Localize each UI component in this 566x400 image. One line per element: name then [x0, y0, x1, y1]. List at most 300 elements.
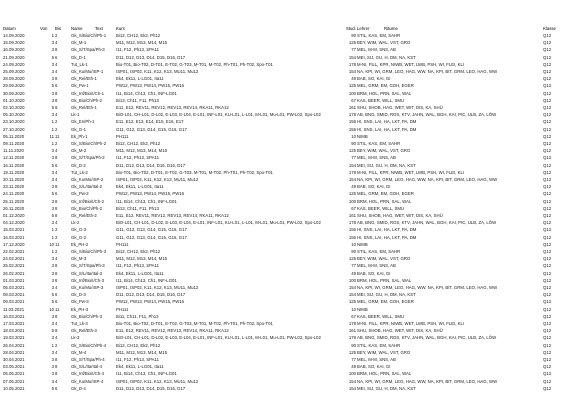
table-row — [0, 177, 566, 183]
header-raeume: Räume — [384, 26, 398, 31]
cell-bis: 11 — [55, 133, 60, 139]
cell-bis: 2 — [55, 249, 58, 254]
cell-klasse: Q12 — [543, 328, 552, 334]
cell-datum: 11.03.2021 — [3, 306, 25, 312]
cell-kurs: BiO-L01, CH-L01, D-L02, E-L03, E-L04, E-L01, INF-L01, KU-L01, L-L01, M-L01, Mu-L01, PW-L02, Spo-L02 — [116, 335, 321, 341]
cell-von: 5 — [51, 105, 54, 110]
cell-klasse: Q12 — [543, 54, 552, 60]
cell-kurs: PH111 — [116, 241, 129, 247]
cell-klasse: Q12 — [543, 234, 552, 240]
table-row — [0, 278, 566, 284]
cell-bis: 8 — [55, 198, 58, 204]
cell-von: 3 — [51, 97, 54, 103]
cell-name: Tut_Lk-2 — [71, 169, 88, 175]
cell-datum: 24.02.2021 — [3, 256, 25, 262]
cell-bis: 4 — [55, 169, 58, 175]
table-row — [0, 127, 566, 133]
cell-klasse: Q12 — [543, 97, 552, 103]
cell-kurs: D11, D12, D13, D14, D15, D16, D17 — [116, 54, 186, 60]
cell-stud: 178 — [348, 335, 356, 341]
cell-kurs: PW12, PW13, PW14, PW15, PW16 — [116, 191, 185, 197]
cell-lehrer: M-NI, FILL, KPR, NIWB, WET, LWB, PSH, WI, FLEI, KLI — [357, 321, 465, 326]
table-row — [0, 235, 566, 241]
table-row — [0, 148, 566, 154]
cell-bis: 8 — [55, 313, 58, 319]
cell-kurs: Bio-T01, Bio-T02, D-T01, E-T02, G-T03, M-T01, M-T02, Ph-T01, Ph-T02, Spo-T01 — [116, 61, 273, 67]
cell-lehrer: SHU, SHOB, HAG, WET, WIT, DIS, KA, SHÜ — [357, 328, 443, 334]
cell-bis: 8 — [55, 364, 58, 370]
cell-name: Gk_G-3 — [71, 227, 87, 233]
table-row — [0, 69, 566, 75]
header-text: Text — [95, 26, 103, 31]
cell-lehrer: HI, SNS, LAI, HA, LKT, PA, DM — [357, 119, 417, 125]
cell-kurs: I11, F12, Ph13, SPA11 — [116, 263, 159, 269]
cell-von: 1 — [51, 227, 54, 233]
cell-name: Gk_S/T/Spa/Ph-4 — [71, 357, 105, 362]
cell-name: Gk_S/L/Ita/Ital-3 — [71, 270, 103, 276]
cell-name: Gk_Bio/Ch/Ph-2 — [71, 205, 103, 211]
cell-datum: 22.02.2021 — [3, 249, 25, 254]
cell-von: 3 — [51, 220, 54, 226]
cell-stud: 77 — [351, 263, 356, 269]
cell-bis: 8 — [55, 371, 58, 377]
cell-datum: 20.11.2020 — [3, 177, 25, 182]
cell-klasse: Q12 — [543, 299, 552, 305]
cell-klasse: Q12 — [543, 213, 552, 218]
cell-lehrer: NIMB — [357, 306, 368, 312]
cell-lehrer: AB, BNG, SMID, ROS, KTV, JAHN, WAL, BGH, KAI, PIC, ULB, ZA, LÖW — [357, 112, 497, 118]
cell-stud: 49 — [351, 184, 356, 190]
cell-von: 10 — [49, 306, 54, 312]
table-row — [0, 343, 566, 349]
cell-klasse: Q12 — [543, 335, 552, 341]
cell-klasse: Q12 — [543, 292, 552, 298]
cell-stud: 178 — [348, 220, 356, 226]
cell-lehrer: HI, SNS, LAI, HA, LKT, PA, DM — [357, 126, 417, 132]
cell-lehrer: STIL, KAS, EM, SAHR — [357, 33, 401, 38]
table-row — [0, 292, 566, 298]
cell-klasse: Q12 — [543, 184, 552, 190]
table-row — [0, 263, 566, 269]
cell-stud: 77 — [351, 47, 356, 53]
cell-von: 5 — [51, 328, 54, 334]
cell-klasse: Q12 — [543, 90, 552, 96]
cell-klasse: Q12 — [543, 249, 552, 254]
cell-datum: 05.05.2021 — [3, 371, 25, 377]
header-lehrer: Lehrer — [357, 26, 370, 31]
cell-name: Gk_En/Ph-1 — [71, 119, 95, 125]
cell-lehrer: MEI, SIJ, GU, H, DM, NA, KST — [357, 162, 416, 168]
cell-stud: 178 — [348, 112, 356, 118]
cell-bis: 2 — [55, 33, 58, 38]
cell-von: 5 — [51, 162, 54, 168]
cell-bis: 6 — [55, 162, 58, 168]
cell-datum: 16.11.2020 — [3, 162, 25, 168]
cell-name: Gk_S/L/Ita/Ital-4 — [71, 364, 103, 370]
cell-bis: 6 — [55, 191, 58, 197]
table-row — [0, 386, 566, 392]
cell-bis: 8 — [55, 105, 58, 110]
table-row — [0, 206, 566, 212]
header-von: Von — [40, 26, 48, 31]
cell-name: Gk_S/T/Spa/Ph-2 — [71, 155, 105, 161]
cell-datum: 19.03.2021 — [3, 335, 25, 341]
cell-stud: 154 — [348, 162, 356, 168]
cell-datum: 24.09.2020 — [3, 61, 25, 67]
cell-name: Lk-2 — [71, 220, 80, 226]
cell-name: Gk_Ku/Mu/ISP-2 — [71, 177, 104, 182]
cell-von: 3 — [51, 285, 54, 290]
cell-von: 3 — [51, 69, 54, 74]
cell-kurs: D11, D12, D13, D14, D15, D16, D17 — [116, 292, 186, 298]
cell-lehrer: MEL, M-M, SNS, AB — [357, 357, 396, 362]
cell-kurs: BiO-L01, CH-L01, D-L02, E-L03, E-L04, E-L01, INF-L01, KU-L01, L-L01, M-L01, Mu-L01, PW-L02, Spo-L02 — [116, 220, 321, 226]
cell-lehrer: MEL, M-M, SNS, AB — [357, 155, 396, 161]
cell-kurs: ISP01, ISP02, K11, K12, K13, MU11, Mu12 — [116, 69, 199, 74]
table-row — [0, 98, 566, 104]
header-stud: Stud. — [345, 26, 356, 31]
cell-bis: 2 — [55, 342, 58, 348]
cell-name: Gk_Rel/Eth-3 — [71, 328, 97, 334]
cell-bis: 2 — [55, 234, 58, 240]
cell-datum: 25.02.2021 — [3, 263, 25, 269]
cell-datum: 15.09.2020 — [3, 40, 25, 46]
header-bis: Bis — [55, 26, 61, 31]
cell-stud: 100 — [348, 198, 356, 204]
cell-bis: 8 — [55, 184, 58, 190]
cell-stud: 125 — [348, 299, 356, 305]
cell-stud: 161 — [348, 328, 356, 334]
cell-kurs: I11, Bi14, Ch13, Ch1, INF-LG01 — [116, 90, 177, 96]
cell-bis: 8 — [55, 270, 58, 276]
cell-datum: 28.04.2021 — [3, 349, 25, 355]
cell-kurs: Bi13, Ch11, F11, Ph13 — [116, 97, 159, 103]
cell-datum: 21.09.2020 — [3, 54, 25, 60]
cell-datum: 09.11.2020 — [3, 141, 25, 146]
cell-von: 5 — [51, 385, 54, 391]
cell-lehrer: M-NI, FILL, KPR, NIWB, WET, LWB, PSH, WI, FLEI, KLI — [357, 61, 465, 67]
table-row — [0, 83, 566, 89]
cell-klasse: Q12 — [543, 61, 552, 67]
cell-bis: 4 — [55, 220, 58, 226]
cell-kurs: D11, D12, D13, D14, D15, D16, D17 — [116, 385, 186, 391]
table-row — [0, 155, 566, 161]
cell-von: 3 — [51, 205, 54, 211]
cell-lehrer: MEL, GRM, EM, GOH, EGER — [357, 299, 414, 305]
cell-klasse: Q12 — [543, 33, 552, 38]
cell-name: Gk_Inf/Bio/I/Ch-3 — [71, 277, 104, 283]
cell-lehrer: SHU, SHOB, HAG, WET, WIT, DIS, KA, SHÜ — [357, 213, 443, 218]
cell-kurs: I11, Bi14, Ch13, Ch1, INF-LG01 — [116, 198, 177, 204]
cell-lehrer: KAS, BEER, WILL, SMU — [357, 313, 405, 319]
cell-bis: 4 — [55, 378, 58, 384]
cell-stud: 154 — [348, 54, 356, 60]
cell-von: 3 — [51, 349, 54, 355]
cell-stud: 154 — [348, 385, 356, 391]
cell-stud: 156 — [348, 227, 356, 233]
cell-stud: 161 — [348, 105, 356, 110]
cell-kurs: Bi12, CH12, Ek2, Ph12 — [116, 141, 161, 146]
cell-kurs: G11, G12, G13, G14, G15, G16, G17 — [116, 234, 187, 240]
cell-stud: 67 — [351, 97, 356, 103]
cell-klasse: Q12 — [543, 205, 552, 211]
cell-name: Ek_PH-3 — [71, 306, 89, 312]
cell-bis: 8 — [55, 277, 58, 283]
cell-datum: 15.03.2021 — [3, 227, 25, 233]
header-klasse: Klasse — [543, 26, 556, 31]
cell-lehrer: MEI, SIJ, GU, H, DM, NA, KST — [357, 292, 416, 298]
cell-datum: 14.09.2020 — [3, 33, 25, 38]
cell-bis: 4 — [55, 321, 58, 326]
cell-datum: 12.11.2020 — [3, 155, 25, 161]
cell-kurs: G11, G12, G13, G14, G15, G16, G17 — [116, 126, 187, 132]
cell-datum: 26.04.2021 — [3, 342, 25, 348]
cell-klasse: Q12 — [543, 342, 552, 348]
cell-bis: 4 — [55, 335, 58, 341]
cell-stud: 125 — [348, 40, 356, 46]
cell-name: Gk_G-1 — [71, 126, 87, 132]
table-header-row — [0, 26, 566, 32]
cell-kurs: Bio-T01, Bio-T02, D-T01, E-T02, G-T03, M-T01, M-T02, Ph-T01, Ph-T02, Spo-T01 — [116, 321, 273, 326]
cell-datum: 25.09.2020 — [3, 69, 25, 74]
cell-bis: 4 — [55, 61, 58, 67]
cell-kurs: G11, G12, G13, G14, G15, G16, G17 — [116, 227, 187, 233]
cell-kurs: I11, Bi14, Ch13, Ch1, INF-LG01 — [116, 277, 177, 283]
table-row — [0, 220, 566, 226]
cell-kurs: Ek4, Ek11, L-LG01, Ita11 — [116, 270, 164, 276]
cell-name: Gk_Pw-1 — [71, 83, 89, 89]
cell-klasse: Q12 — [543, 277, 552, 283]
cell-von: 1 — [51, 249, 54, 254]
cell-bis: 11 — [55, 306, 60, 312]
table-row — [0, 364, 566, 370]
cell-bis: 4 — [55, 40, 58, 46]
cell-klasse: Q12 — [543, 105, 552, 110]
cell-stud: 178 — [348, 61, 356, 67]
cell-bis: 2 — [55, 141, 58, 146]
cell-bis: 6 — [55, 299, 58, 305]
cell-bis: 8 — [55, 357, 58, 362]
cell-datum: 05.03.2021 — [3, 285, 25, 290]
cell-datum: 25.11.2020 — [3, 198, 25, 204]
cell-von: 5 — [51, 83, 54, 89]
header-kurs: Kurs — [116, 26, 125, 31]
cell-datum: 27.10.2020 — [3, 126, 25, 132]
cell-von: 3 — [51, 47, 54, 53]
cell-stud: 156 — [348, 119, 356, 125]
cell-lehrer: BEY, WIM, WAL, VST, GRO — [357, 148, 411, 154]
cell-name: Gk_D-4 — [71, 385, 86, 391]
cell-datum: 24.11.2020 — [3, 191, 25, 197]
cell-klasse: Q12 — [543, 378, 552, 384]
cell-kurs: M11, M12, M13, M14, M15 — [116, 256, 168, 262]
cell-name: Gk_Rel/Eth-2 — [71, 213, 97, 218]
cell-datum: 17.12.2020 — [3, 241, 25, 247]
table-row — [0, 55, 566, 61]
cell-von: 3 — [51, 335, 54, 341]
cell-klasse: Q12 — [543, 270, 552, 276]
cell-bis: 2 — [55, 227, 58, 233]
cell-klasse: Q12 — [543, 119, 552, 125]
cell-von: 3 — [51, 169, 54, 175]
cell-von: 5 — [51, 54, 54, 60]
cell-lehrer: SHU, SHOB, HAG, WET, WIT, DIS, KA, SHÜ — [357, 105, 443, 110]
table-row — [0, 249, 566, 255]
cell-datum: 01.12.2020 — [3, 213, 25, 218]
cell-von: 3 — [51, 256, 54, 262]
cell-klasse: Q12 — [543, 133, 552, 139]
cell-datum: 30.04.2021 — [3, 357, 25, 362]
cell-name: Gk_Inf/Bio/I/Ch-1 — [71, 90, 104, 96]
table-row — [0, 40, 566, 46]
cell-stud: 178 — [348, 169, 356, 175]
cell-stud: 49 — [351, 270, 356, 276]
cell-klasse: Q12 — [543, 141, 552, 146]
table-row — [0, 62, 566, 68]
cell-lehrer: MEL, GRM, EM, GOH, EGER — [357, 83, 414, 89]
table-row — [0, 379, 566, 385]
cell-stud: 10 — [351, 306, 356, 312]
cell-name: Gk_S/L/Ita/Ital-2 — [71, 184, 103, 190]
cell-von: 3 — [51, 198, 54, 204]
cell-stud: 90 — [351, 33, 356, 38]
cell-lehrer: NA, KPI, WI, GRM, LEO, HAG, WW, NA, KPI, BIT, GRM, LEO, HAG, WW — [357, 177, 498, 182]
cell-name: Gk_Ku/Mu/ISP-3 — [71, 285, 104, 290]
cell-von: 1 — [51, 119, 54, 125]
table-row — [0, 371, 566, 377]
cell-name: Gk_Rel/Eth-1 — [71, 105, 97, 110]
cell-von: 1 — [51, 234, 54, 240]
table-row — [0, 184, 566, 190]
cell-datum: 30.09.2020 — [3, 90, 25, 96]
cell-datum: 16.09.2020 — [3, 47, 25, 53]
table-row — [0, 199, 566, 205]
table-row — [0, 256, 566, 262]
cell-klasse: Q12 — [543, 155, 552, 161]
cell-klasse: Q12 — [543, 285, 552, 290]
cell-datum: 02.10.2020 — [3, 105, 25, 110]
cell-kurs: BiO-L01, CH-L01, D-L02, E-L03, E-L04, E-L01, INF-L01, KU-L01, L-L01, M-L01, Mu-L01, PW-L02, Spo-L02 — [116, 112, 321, 118]
cell-kurs: E11, E12, REV11, REV12, REV13, REV14, RKA11, RKA12 — [116, 213, 229, 218]
cell-lehrer: BEY, WIM, WAL, VST, GRO — [357, 349, 411, 355]
table-row — [0, 47, 566, 53]
table-row — [0, 299, 566, 305]
cell-von: 3 — [51, 378, 54, 384]
cell-klasse: Q12 — [543, 83, 552, 89]
cell-bis: 8 — [55, 47, 58, 53]
cell-name: Gk_Bio/Ch/Ph-3 — [71, 313, 103, 319]
cell-kurs: I11, F12, Ph13, SPA11 — [116, 357, 159, 362]
cell-lehrer: AB, BNG, SMID, ROS, KTV, JAHN, WAL, BGH, KAI, PIC, ULB, ZA, LÖW — [357, 220, 497, 226]
cell-bis: 4 — [55, 112, 58, 118]
cell-von: 5 — [51, 213, 54, 218]
cell-bis: 6 — [55, 292, 58, 298]
cell-name: Lk-1 — [71, 112, 80, 118]
cell-von: 3 — [51, 148, 54, 154]
cell-von: 3 — [51, 90, 54, 96]
cell-lehrer: BEY, WIM, WAL, VST, GRO — [357, 256, 411, 262]
cell-bis: 6 — [55, 54, 58, 60]
cell-stud: 77 — [351, 155, 356, 161]
table-row — [0, 91, 566, 97]
table-row — [0, 134, 566, 140]
cell-stud: 125 — [348, 349, 356, 355]
cell-bis: 6 — [55, 83, 58, 89]
cell-datum: 28.09.2020 — [3, 76, 25, 82]
cell-kurs: Ek4, Ek11, L-LG01, Ita11 — [116, 364, 164, 370]
cell-klasse: Q12 — [543, 177, 552, 182]
cell-bis: 4 — [55, 349, 58, 355]
cell-lehrer: BEY, WIM, WAL, VST, GRO — [357, 40, 411, 46]
table-row — [0, 163, 566, 169]
cell-stud: 156 — [348, 234, 356, 240]
cell-stud: 125 — [348, 83, 356, 89]
cell-von: 3 — [51, 321, 54, 326]
cell-kurs: I11, Bi14, Ch13, Ch1, INF-LG01 — [116, 371, 177, 377]
cell-klasse: Q12 — [543, 313, 552, 319]
cell-datum: 29.09.2020 — [3, 83, 25, 89]
cell-von: 5 — [51, 292, 54, 298]
cell-bis: 2 — [55, 126, 58, 132]
cell-kurs: Bi12, CH12, Ek2, Ph12 — [116, 342, 161, 348]
cell-klasse: Q12 — [543, 40, 552, 46]
cell-bis: 8 — [55, 76, 58, 82]
cell-name: Gk_M-3 — [71, 256, 87, 262]
cell-kurs: PH111 — [116, 306, 129, 312]
cell-kurs: M11, M12, M13, M14, M15 — [116, 40, 168, 46]
cell-stud: 156 — [348, 126, 356, 132]
cell-name: Tut_Lk-1 — [71, 61, 88, 67]
cell-klasse: Q12 — [543, 220, 552, 226]
cell-datum: 16.03.2021 — [3, 234, 25, 240]
cell-lehrer: MEL, M-M, SNS, AB — [357, 263, 396, 269]
cell-klasse: Q12 — [543, 349, 552, 355]
cell-von: 10 — [49, 241, 54, 247]
cell-datum: 10.05.2021 — [3, 385, 25, 391]
cell-name: Gk_Rel/Eth-1 — [71, 76, 97, 82]
cell-datum: 16.03.2021 — [3, 313, 25, 319]
cell-von: 3 — [51, 40, 54, 46]
cell-von: 5 — [51, 191, 54, 197]
cell-lehrer: BRM, HOL, PRN, SAL, WAL — [357, 198, 412, 204]
cell-kurs: ISP01, ISP02, K11, K12, K13, MU11, Mu12 — [116, 177, 199, 182]
cell-lehrer: BAB, SO, KAI, GI — [357, 364, 391, 370]
cell-lehrer: HI, SNS, LAI, HA, LKT, PA, DM — [357, 234, 417, 240]
cell-stud: 49 — [351, 76, 356, 82]
cell-stud: 154 — [348, 177, 356, 182]
cell-stud: 90 — [351, 141, 356, 146]
cell-stud: 77 — [351, 357, 356, 362]
cell-lehrer: NA, KPI, WI, GRM, LEO, HAG, WW, NA, KPI, BIT, GRM, LEO, HAG, WW — [357, 69, 498, 74]
cell-datum: 01.10.2020 — [3, 97, 25, 103]
cell-von: 3 — [51, 357, 54, 362]
cell-bis: 6 — [55, 385, 58, 391]
cell-klasse: Q12 — [543, 162, 552, 168]
cell-kurs: M11, M12, M13, M14, M15 — [116, 349, 168, 355]
cell-bis: 11 — [55, 241, 60, 247]
table-row — [0, 335, 566, 341]
cell-name: Gk_Pw-2 — [71, 191, 89, 197]
cell-von: 11 — [49, 133, 54, 139]
table-row — [0, 350, 566, 356]
table-row — [0, 112, 566, 118]
cell-kurs: E11, E12, E13, E14, E15, E16, E17 — [116, 119, 184, 125]
cell-bis: 4 — [55, 177, 58, 182]
cell-datum: 09.03.2021 — [3, 299, 25, 305]
cell-stud: 67 — [351, 205, 356, 211]
cell-bis: 8 — [55, 205, 58, 211]
cell-stud: 125 — [348, 256, 356, 262]
